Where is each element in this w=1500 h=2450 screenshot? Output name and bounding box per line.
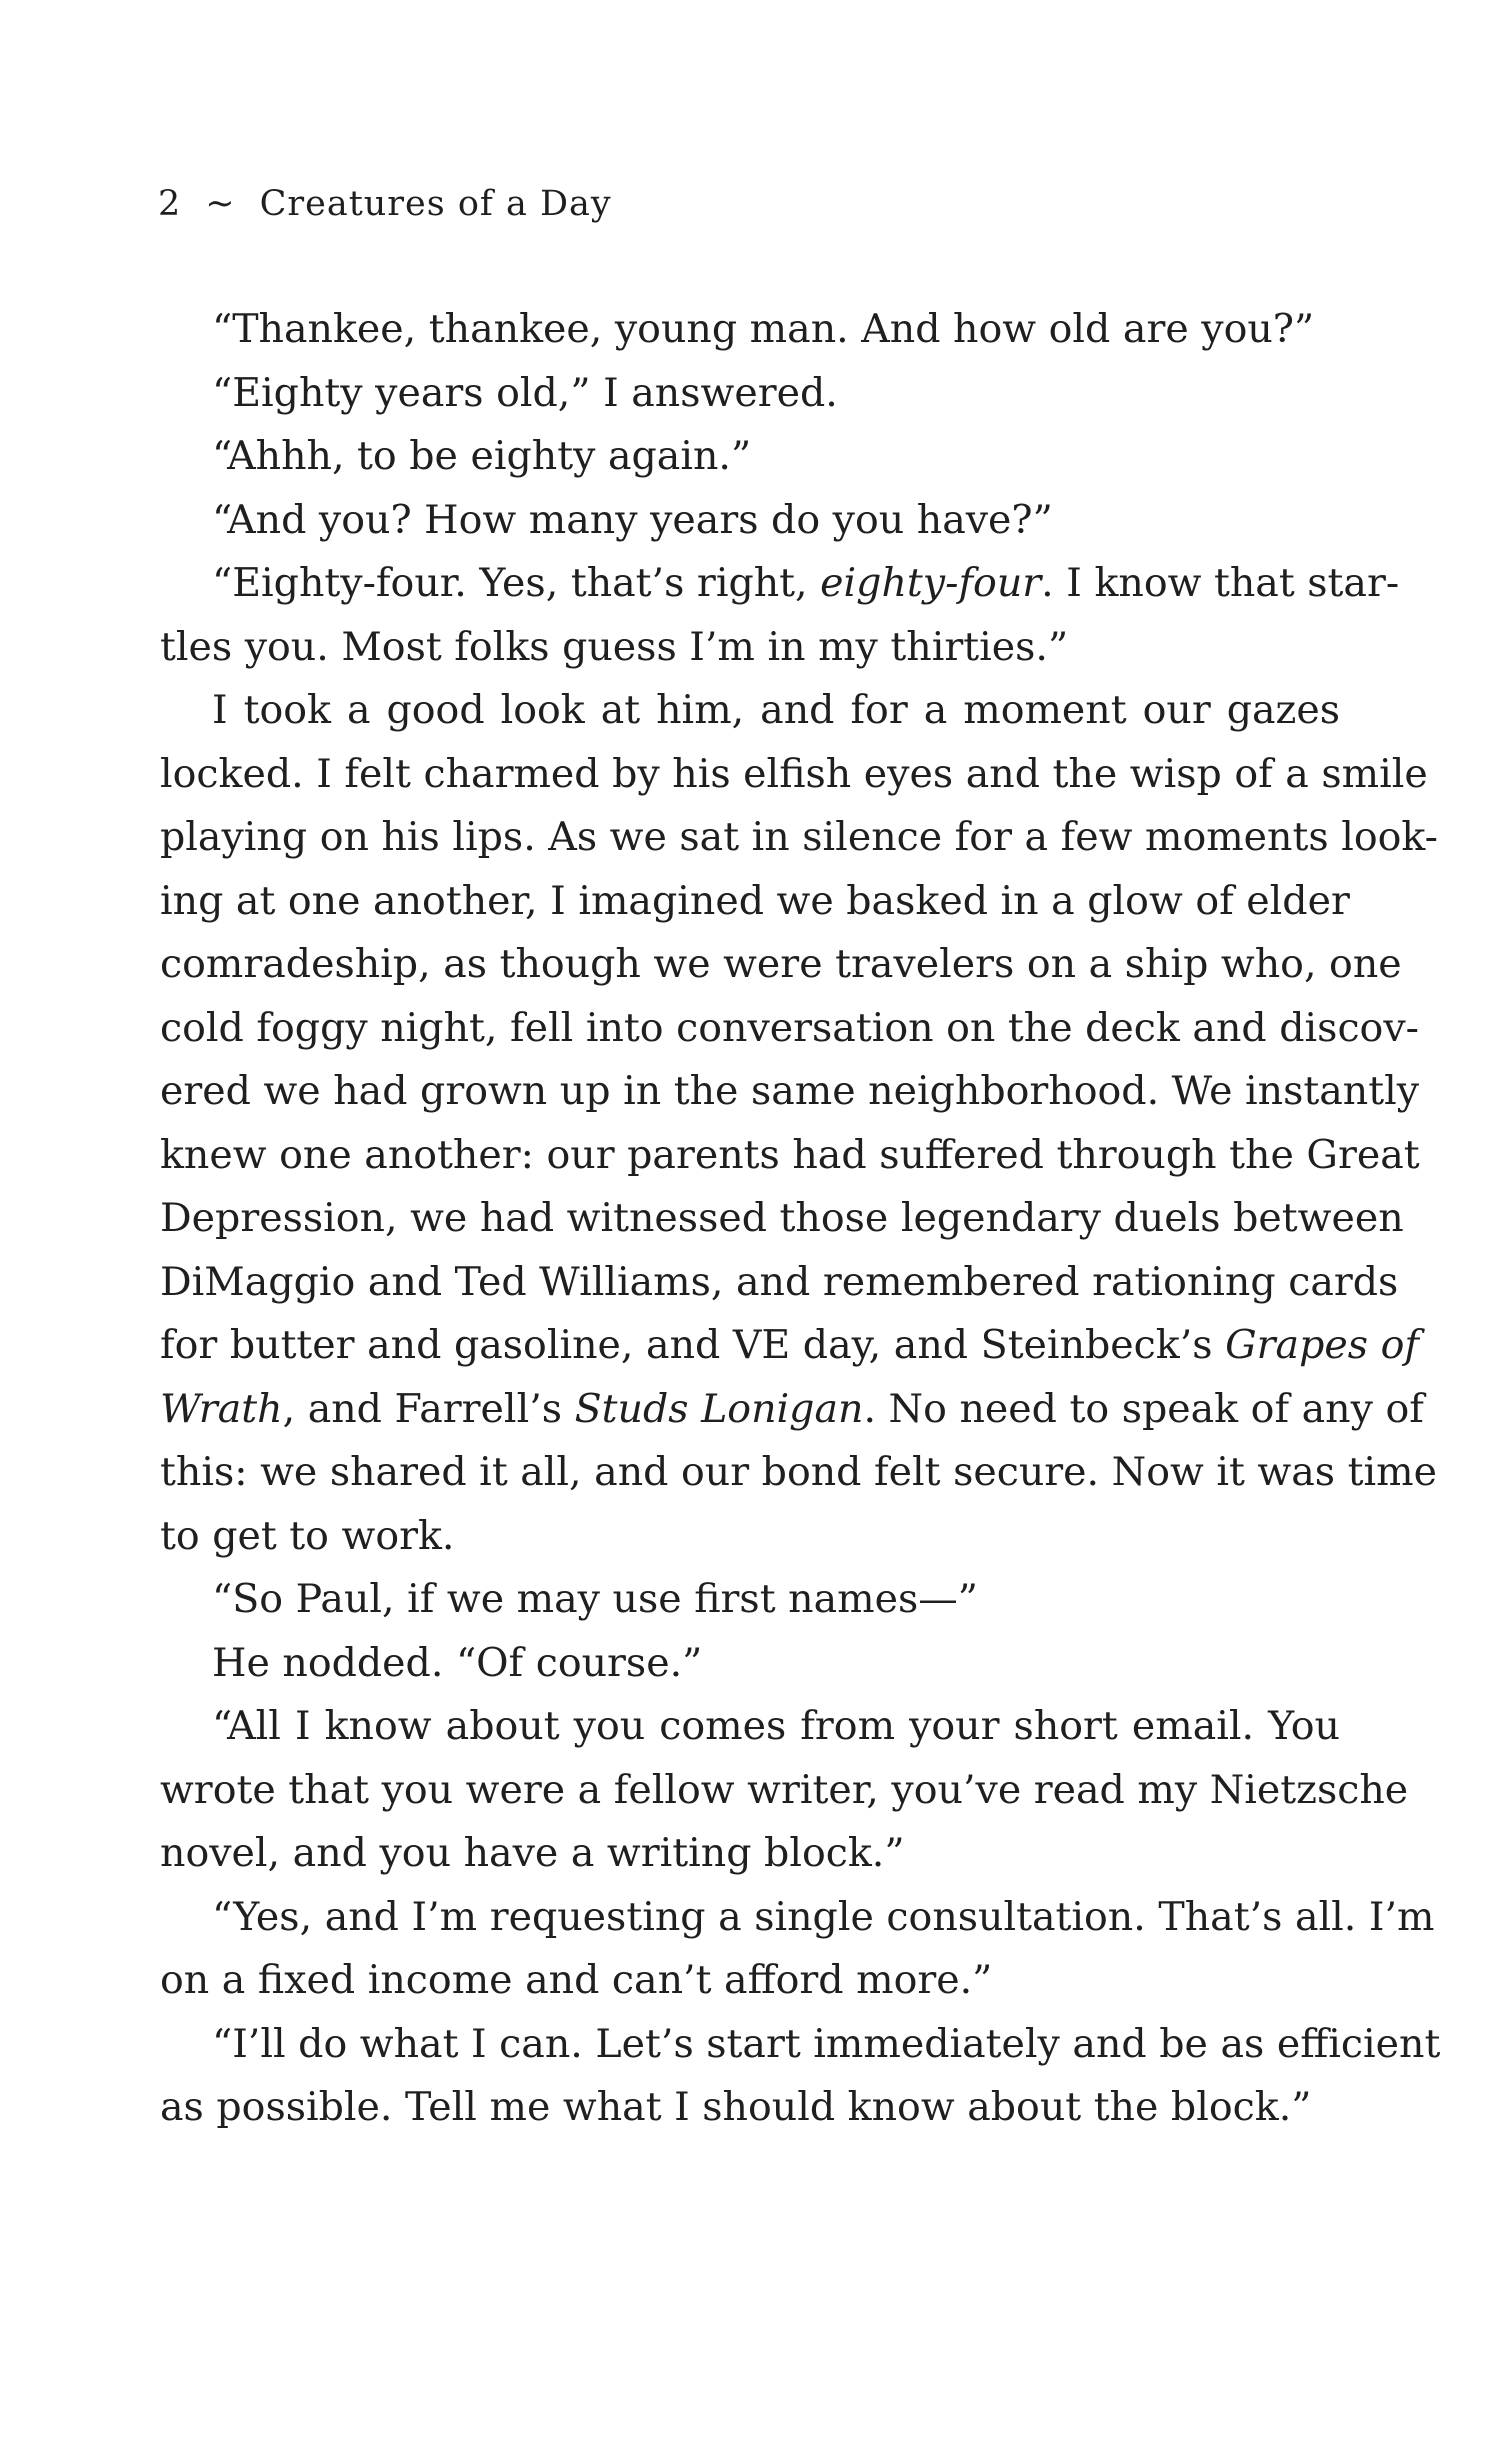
text-line: novel, and you have a writing block.” — [160, 1830, 905, 1876]
text-line: to get to work. — [160, 1512, 455, 1559]
text-line: knew one another: our parents had suffered through the Great — [160, 1131, 1420, 1178]
text-line: “And you? How many years do you have?” — [212, 496, 1053, 543]
text-line: locked. I felt charmed by his elfish eyes and the wisp of a smile — [160, 750, 1428, 797]
text-line: “Thankee, thankee, young man. And how old are you?” — [212, 306, 1315, 352]
text-line: “Ahhh, to be eighty again.” — [212, 433, 752, 479]
text-line: “Eighty-four. Yes, that’s right, eighty-four. I know that star- — [212, 560, 1400, 606]
page-number: 2 — [158, 184, 182, 224]
running-title: Creatures of a Day — [259, 184, 612, 224]
text-line: “I’ll do what I can. Let’s start immediately and be as efficient — [212, 2020, 1441, 2067]
running-head — [158, 180, 612, 228]
text-line: DiMaggio and Ted Williams, and remembered rationing cards — [160, 1258, 1399, 1305]
text-line: wrote that you were a fellow writer, you’ve read my Nietzsche — [160, 1766, 1409, 1813]
text-line: “All I know about you comes from your short email. You — [212, 1703, 1340, 1749]
text-line: “Yes, and I’m requesting a single consultation. That’s all. I’m — [212, 1893, 1435, 1940]
text-line: “Eighty years old,” I answered. — [212, 369, 838, 416]
italic-text: eighty-four — [820, 560, 1042, 606]
text-line: ered we had grown up in the same neighborhood. We instantly — [160, 1068, 1420, 1114]
text-line: comradeship, as though we were travelers on a ship who, one — [160, 941, 1402, 987]
italic-text: Grapes of — [1225, 1322, 1419, 1368]
text-line: tles you. Most folks guess I’m in my thirties.” — [160, 623, 1069, 670]
text-line: Wrath, and Farrell’s Studs Lonigan. No need to speak of any of — [160, 1385, 1424, 1432]
text-line: Depression, we had witnessed those legendary duels between — [160, 1195, 1404, 1241]
text-line: cold foggy night, fell into conversation on the deck and discov- — [160, 1004, 1420, 1051]
body-text — [160, 298, 1441, 2140]
text-line: ing at one another, I imagined we basked in a glow of elder — [160, 877, 1350, 924]
text-line: He nodded. “Of course.” — [212, 1639, 703, 1686]
text-line: on a fixed income and can’t afford more.” — [160, 1957, 993, 2003]
text-line: I took a good look at him, and for a moment our gazes — [212, 687, 1340, 733]
italic-text: Wrath — [160, 1385, 283, 1432]
text-line: playing on his lips. As we sat in silence for a few moments look- — [160, 814, 1438, 860]
text-line: for butter and gasoline, and VE day, and Steinbeck’s Grapes of — [160, 1322, 1419, 1368]
text-line: as possible. Tell me what I should know about the block.” — [160, 2084, 1312, 2130]
header-separator: ~ — [205, 184, 236, 224]
italic-text: Studs Lonigan — [574, 1385, 864, 1432]
text-line: this: we shared it all, and our bond felt secure. Now it was time — [160, 1449, 1437, 1495]
text-line: “So Paul, if we may use first names—” — [212, 1576, 978, 1622]
